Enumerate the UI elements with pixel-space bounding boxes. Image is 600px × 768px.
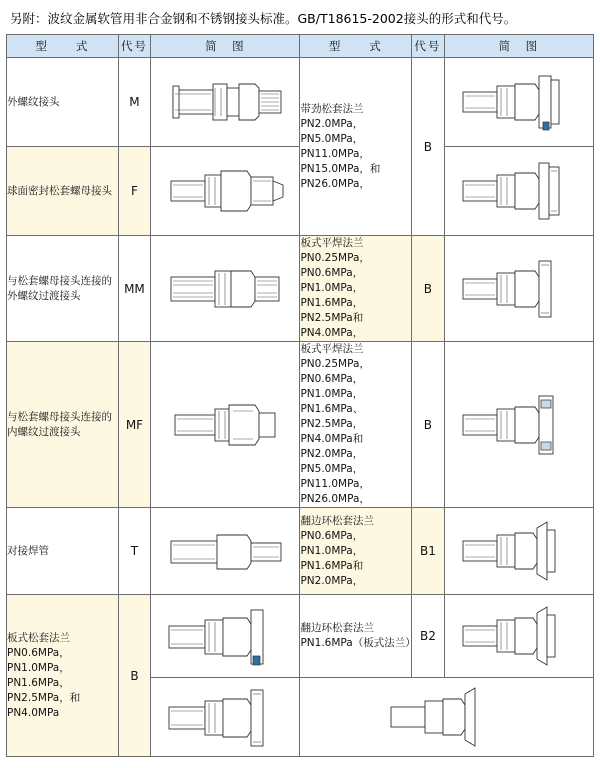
flared-ring-lap-joint-flange-b2-icon-2 bbox=[377, 678, 517, 756]
plate-lap-joint-flange-icon-2 bbox=[155, 678, 295, 756]
spherical-seal-union-nut-fitting-icon bbox=[155, 147, 295, 235]
header-code-right: 代号 bbox=[412, 35, 444, 58]
right-figure-4b bbox=[300, 678, 594, 757]
table-row bbox=[7, 236, 594, 342]
left-figure-5b bbox=[151, 678, 300, 757]
left-code-0: M bbox=[118, 58, 150, 147]
right-figure-1 bbox=[444, 236, 593, 342]
right-type-name-3: 翻边环松套法兰 bbox=[300, 514, 374, 527]
left-type-1 bbox=[7, 147, 119, 236]
left-code-5: B bbox=[118, 595, 150, 757]
left-figure-0 bbox=[151, 58, 300, 147]
flared-ring-lap-joint-flange-icon bbox=[449, 508, 589, 594]
left-figure-3 bbox=[151, 342, 300, 508]
right-type-detail-4: PN1.6MPa（板式法兰） bbox=[300, 637, 416, 649]
right-type-name-2: 板式平焊法兰 bbox=[300, 343, 364, 355]
header-figure-left: 简 图 bbox=[151, 35, 300, 58]
left-type-detail-5: PN0.6MPa，PN1.0MPa，PN1.6MPa，PN2.5MPa，和PN4.0MPa bbox=[7, 646, 81, 719]
table-row bbox=[7, 508, 594, 595]
male-thread-fitting-icon bbox=[155, 58, 295, 146]
ribbed-lap-joint-flange-icon-2 bbox=[449, 147, 589, 235]
right-type-4 bbox=[300, 595, 416, 678]
right-type-detail-3: PN0.6MPa，PN1.0MPa，PN1.6MPa和PN2.0MPa， bbox=[300, 529, 364, 587]
left-type-3 bbox=[7, 342, 119, 508]
right-code-4: B2 bbox=[412, 595, 444, 678]
left-type-name-2: 与松套螺母接头连接的外螺纹过渡接头 bbox=[7, 274, 112, 302]
right-type-2 bbox=[300, 342, 412, 508]
plate-slip-on-flange-1-icon bbox=[449, 249, 589, 329]
right-type-detail-1: PN0.25MPa，PN0.6MPa，PN1.0MPa，PN1.6MPa，PN2.5MPa和PN4.0MPa， bbox=[300, 252, 370, 339]
right-figure-4 bbox=[444, 595, 593, 678]
left-code-1: F bbox=[118, 147, 150, 236]
left-figure-5a bbox=[151, 595, 300, 678]
left-type-name-5: 板式松套法兰 bbox=[7, 631, 70, 644]
left-figure-4 bbox=[151, 508, 300, 595]
header-code-left: 代号 bbox=[118, 35, 150, 58]
right-figure-3 bbox=[444, 508, 593, 595]
right-code-1: B bbox=[412, 236, 444, 342]
left-type-0 bbox=[7, 58, 119, 147]
header-type-left: 型 式 bbox=[7, 35, 119, 58]
right-figure-0a bbox=[444, 58, 593, 147]
header-type-right: 型 式 bbox=[300, 35, 412, 58]
plate-slip-on-flange-2-icon bbox=[449, 382, 589, 468]
right-type-detail-0: PN2.0MPa，PN5.0MPa，PN11.0MPa，PN15.0MPa，和PN26.0MPa， bbox=[300, 117, 381, 190]
right-type-3 bbox=[300, 508, 412, 595]
right-code-0: B bbox=[412, 58, 444, 236]
left-code-4: T bbox=[118, 508, 150, 595]
right-type-name-0: 带劲松套法兰 bbox=[300, 102, 364, 115]
right-type-0 bbox=[300, 58, 412, 236]
left-type-name-4: 对接焊管 bbox=[7, 544, 49, 557]
table-row bbox=[7, 342, 594, 508]
right-type-1 bbox=[300, 236, 412, 342]
left-type-4 bbox=[7, 508, 119, 595]
left-figure-1 bbox=[151, 147, 300, 236]
accent-block bbox=[543, 122, 549, 130]
left-code-2: MM bbox=[118, 236, 150, 342]
table-row bbox=[7, 595, 594, 678]
left-type-name-1: 球面密封松套螺母接头 bbox=[7, 184, 112, 197]
page-title: 另附：波纹金属软管用非合金钢和不锈钢接头标准。GB/T18615-2002接头的形式和代号。 bbox=[10, 11, 517, 26]
right-figure-0b bbox=[444, 147, 593, 236]
left-type-name-3: 与松套螺母接头连接的内螺纹过渡接头 bbox=[7, 410, 112, 438]
right-type-detail-2: PN0.25MPa，PN0.6MPa，PN1.0MPa，PN1.6MPa、PN2.5MPa，PN4.0MPa和PN2.0MPa，PN5.0MPa，PN11.0MPa，PN26.0MPa， bbox=[300, 358, 370, 505]
butt-weld-pipe-icon bbox=[155, 511, 295, 591]
header-figure-right: 简 图 bbox=[444, 35, 593, 58]
ribbed-lap-joint-flange-icon bbox=[449, 58, 589, 146]
male-transition-fitting-icon bbox=[155, 249, 295, 329]
female-transition-fitting-icon bbox=[155, 385, 295, 465]
accent-block bbox=[253, 656, 260, 665]
table-row bbox=[7, 58, 594, 147]
left-type-2 bbox=[7, 236, 119, 342]
right-figure-2 bbox=[444, 342, 593, 508]
fittings-table bbox=[6, 34, 594, 757]
table-header-row bbox=[7, 35, 594, 58]
left-code-3: MF bbox=[118, 342, 150, 508]
right-type-name-1: 板式平焊法兰 bbox=[300, 237, 364, 249]
left-type-name-0: 外螺纹接头 bbox=[7, 95, 60, 108]
flared-ring-lap-joint-flange-b2-icon bbox=[449, 595, 589, 677]
right-code-2: B bbox=[412, 342, 444, 508]
left-figure-2 bbox=[151, 236, 300, 342]
left-type-5 bbox=[7, 595, 119, 757]
right-code-3: B1 bbox=[412, 508, 444, 595]
right-type-name-4: 翻边环松套法兰 bbox=[300, 622, 374, 634]
plate-lap-joint-flange-icon bbox=[155, 596, 295, 676]
